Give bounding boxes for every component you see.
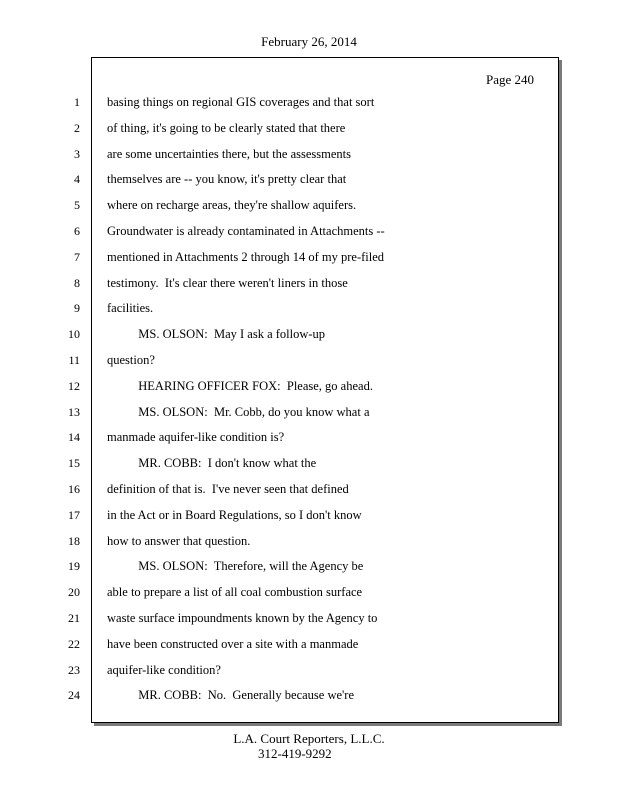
transcript-line: in the Act or in Board Regulations, so I don't know bbox=[107, 507, 362, 522]
line-number: 11 bbox=[68, 352, 80, 367]
line-number: 12 bbox=[68, 378, 80, 393]
transcript-line: basing things on regional GIS coverages and that sort bbox=[107, 95, 375, 109]
line-number: 19 bbox=[68, 559, 80, 574]
line-number: 5 bbox=[74, 198, 80, 213]
line-number: 18 bbox=[68, 533, 80, 548]
transcript-line: aquifer-like condition? bbox=[107, 662, 221, 677]
transcript-line: Groundwater is already contaminated in Attachments -- bbox=[107, 223, 385, 238]
document-date: February 26, 2014 bbox=[261, 34, 357, 49]
line-number: 17 bbox=[68, 507, 80, 522]
line-number: 4 bbox=[74, 172, 80, 187]
page-number: Page 240 bbox=[485, 72, 534, 87]
line-number: 16 bbox=[68, 481, 80, 496]
line-number: 3 bbox=[74, 146, 80, 161]
line-number: 2 bbox=[74, 120, 80, 135]
line-number: 15 bbox=[68, 456, 80, 471]
transcript-line: question? bbox=[107, 352, 155, 367]
transcript-line: MS. OLSON: May I ask a follow-up bbox=[107, 327, 326, 342]
transcript-line: have been constructed over a site with a manmade bbox=[107, 636, 359, 651]
line-number: 24 bbox=[68, 688, 80, 703]
line-number-column bbox=[0, 94, 80, 713]
line-number: 22 bbox=[68, 636, 80, 651]
line-number: 20 bbox=[68, 585, 80, 600]
transcript-line: testimony. It's clear there weren't liners in those bbox=[107, 275, 348, 290]
transcript-line: MS. OLSON: Mr. Cobb, do you know what a bbox=[107, 404, 370, 419]
transcript-line: mentioned in Attachments 2 through 14 of my pre-filed bbox=[107, 249, 385, 264]
line-number: 14 bbox=[68, 430, 80, 445]
line-number: 6 bbox=[74, 223, 80, 238]
transcript-line: where on recharge areas, they're shallow aquifers. bbox=[107, 198, 357, 213]
transcript-line: are some uncertainties there, but the assessments bbox=[107, 146, 352, 161]
line-number: 10 bbox=[68, 327, 80, 342]
transcript-line: MS. OLSON: Therefore, will the Agency be bbox=[107, 559, 364, 574]
transcript-line: able to prepare a list of all coal combustion surface bbox=[107, 585, 363, 600]
court-reporter-phone: 312-419-9292 bbox=[258, 746, 332, 761]
transcript-line: facilities. bbox=[107, 301, 154, 316]
transcript-line: HEARING OFFICER FOX: Please, go ahead. bbox=[107, 378, 373, 393]
line-number: 1 bbox=[74, 95, 80, 109]
line-number: 23 bbox=[68, 662, 80, 677]
line-number: 13 bbox=[68, 404, 80, 419]
line-number: 7 bbox=[74, 249, 80, 264]
transcript-line: themselves are -- you know, it's pretty clear that bbox=[107, 172, 347, 187]
transcript-line: MR. COBB: I don't know what the bbox=[107, 456, 317, 471]
transcript-line: definition of that is. I've never seen that defined bbox=[107, 481, 349, 496]
transcript-line: manmade aquifer-like condition is? bbox=[107, 430, 285, 445]
transcript-line: MR. COBB: No. Generally because we're bbox=[107, 688, 354, 703]
line-number: 9 bbox=[74, 301, 80, 316]
transcript-line: waste surface impoundments known by the Agency to bbox=[107, 610, 378, 625]
transcript-text-column bbox=[107, 94, 547, 713]
line-number: 21 bbox=[68, 610, 80, 625]
line-number: 8 bbox=[74, 275, 80, 290]
transcript-line: of thing, it's going to be clearly stated that there bbox=[107, 120, 346, 135]
transcript-line: how to answer that question. bbox=[107, 533, 251, 548]
court-reporter-name: L.A. Court Reporters, L.L.C. bbox=[233, 731, 385, 746]
